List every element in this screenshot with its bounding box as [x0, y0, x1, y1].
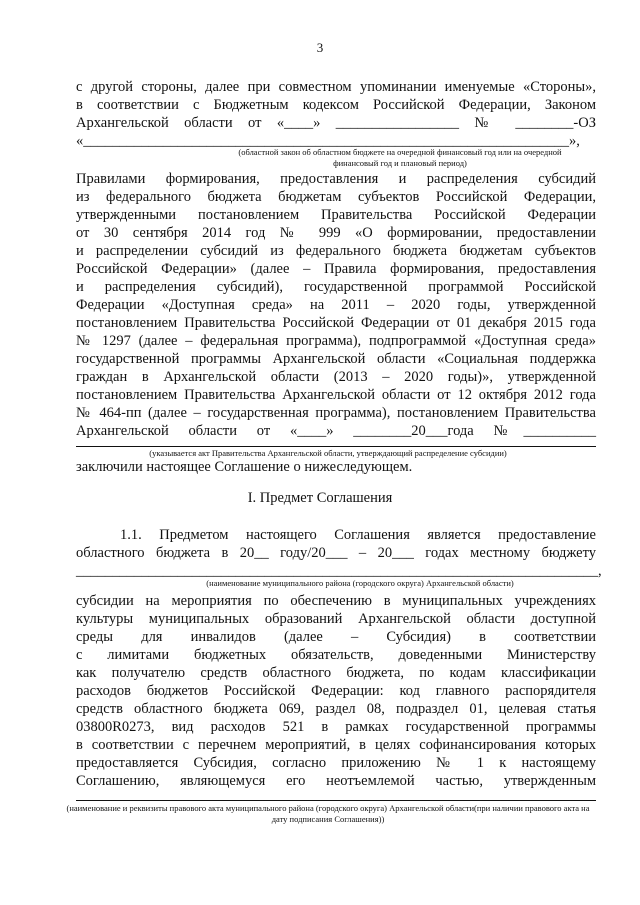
subsidy-line: средств областного бюджета 069, раздел 08, подраздел 01, целевая статья — [76, 701, 596, 717]
paragraph-line: из федерального бюджета бюджетам субъектов Российской Федерации, — [76, 189, 596, 205]
conclusion-line: заключили настоящее Соглашение о нижеследующем. — [76, 459, 413, 475]
paragraph-line: утвержденными постановлением Правительства Российской Федерации — [76, 207, 596, 223]
paragraph-line: и распределении субсидий из федерального бюджета бюджетам субъектов — [76, 243, 596, 259]
note-municipal-act: (наименование и реквизиты правового акта муниципального района (городского округа) Архангельской области(при наличии правового акта на дату подписания Соглашения)) — [66, 803, 590, 824]
note-municipality: (наименование муниципального района (городского округа) Архангельской области) — [206, 578, 514, 588]
paragraph-line: Федерации «Доступная среда» на 2011 – 2020 годы, утвержденной — [76, 297, 596, 313]
intro-line: «___________________________________________________________________», — [76, 133, 580, 149]
paragraph-line: № 1297 (далее – федеральная программа), подпрограммой «Доступная среда» — [76, 333, 596, 349]
clause-line: ________________________________________________________________________, — [76, 563, 602, 579]
paragraph-line: Архангельской области от «____» ________20___года №__________ — [76, 423, 596, 439]
subsidy-line: расходов бюджетов Российской Федерации: код главного распорядителя — [76, 683, 596, 699]
paragraph-line: Российской Федерации» (далее – Правила формирования, предоставления — [76, 261, 596, 277]
subsidy-line: среды для инвалидов (далее – Субсидия) в соответствии — [76, 629, 596, 645]
note-government-act: (указывается акт Правительства Архангельской области, утверждающий распределение субсидии) — [149, 448, 507, 458]
intro-line: в соответствии с Бюджетным кодексом Российской Федерации, Законом — [76, 97, 596, 113]
subsidy-line: с лимитами бюджетных обязательств, доведенными Министерству — [76, 647, 596, 663]
clause-line: 1.1. Предметом настоящего Соглашения является предоставление — [120, 527, 596, 543]
subsidy-line: в соответствии с перечнем мероприятий, в целях софинансирования которых — [76, 737, 596, 753]
paragraph-line: постановлением Правительства Архангельской области от 12 октября 2012 года — [76, 387, 596, 403]
blank-line — [76, 446, 596, 447]
section-title: I. Предмет Соглашения — [247, 490, 393, 506]
subsidy-line: субсидии на мероприятия по обеспечению в муниципальных учреждениях — [76, 593, 596, 609]
paragraph-line: граждан в Архангельской области (2013 – 2020 годы)», утвержденной — [76, 369, 596, 385]
subsidy-line: 03800R0273, вид расходов 521 в рамках государственной программы — [76, 719, 596, 735]
intro-line: с другой стороны, далее при совместном упоминании именуемые «Стороны», — [76, 79, 596, 95]
subsidy-line: культуры муниципальных образований Архангельской области доступной — [76, 611, 596, 627]
note-budget-law: (областной закон об областном бюджете на очередной финансовый год или на очередной финансовый год и плановый период) — [238, 147, 562, 168]
intro-line: Архангельской области от «____» _________________ № ________-ОЗ — [76, 115, 596, 131]
subsidy-line: как получателю средств областного бюджета, по кодам классификации — [76, 665, 596, 681]
clause-line: областного бюджета в 20__ году/20___ – 20___ годах местному бюджету — [76, 545, 596, 561]
subsidy-line: Соглашению, являющемуся его неотъемлемой частью, утвержденным — [76, 773, 596, 789]
paragraph-line: государственной программы Архангельской области «Социальная поддержка — [76, 351, 596, 367]
subsidy-line: предоставляется Субсидия, согласно приложению № 1 к настоящему — [76, 755, 596, 771]
paragraph-line: постановлением Правительства Российской Федерации от 01 декабря 2015 года — [76, 315, 596, 331]
paragraph-line: № 464-пп (далее – государственная программа), постановлением Правительства — [76, 405, 596, 421]
paragraph-line: от 30 сентября 2014 год № 999 «О формировании, предоставлении — [76, 225, 596, 241]
page-number: 3 — [316, 40, 324, 55]
paragraph-line: Правилами формирования, предоставления и распределения субсидий — [76, 171, 596, 187]
paragraph-line: и распределения субсидий), государственной программой Российской — [76, 279, 596, 295]
blank-line — [76, 800, 596, 801]
